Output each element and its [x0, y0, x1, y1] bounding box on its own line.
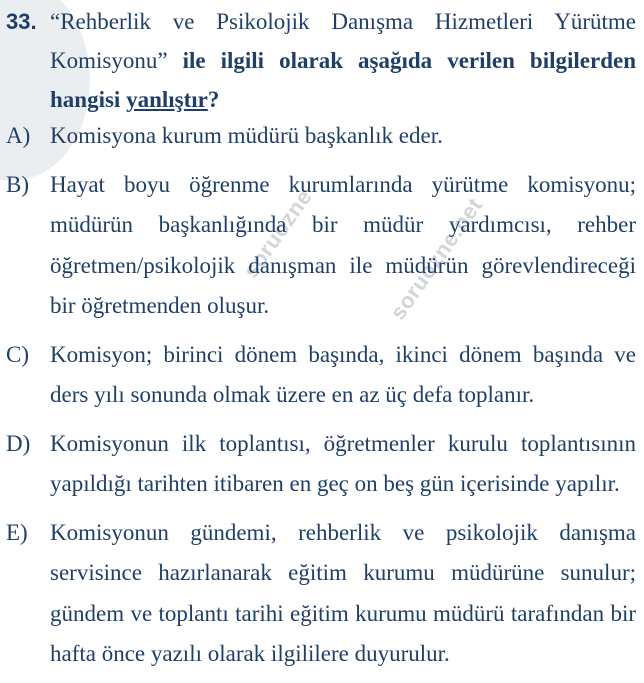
- question-block: [6, 2, 636, 119]
- watermark-text: soruozne.net: [385, 192, 488, 325]
- option-b[interactable]: [6, 165, 636, 327]
- question-stem-end: ?: [207, 87, 220, 112]
- option-text: Komisyonun gündemi, rehberlik ve psikolojik danışma servisince hazırlanarak eğitim kurumu müdürüne sunulur; gündem ve toplantı tarihi eğitim kurumu müdürü tarafından bir hafta önce yazılı olarak ilgililere duyurulur.: [50, 519, 636, 666]
- question-stem-bold: ile ilgili olarak aşağıda verilen bilgilerden hangisi: [50, 48, 636, 112]
- option-letter: C): [6, 341, 29, 367]
- option-text: Komisyon; birinci dönem başında, ikinci dönem başında ve ders yılı sonunda olmak üzere en az üç defa toplanır.: [50, 341, 636, 407]
- option-e[interactable]: [6, 513, 636, 675]
- question-stem: [6, 2, 636, 119]
- options-list: [6, 116, 636, 683]
- option-c[interactable]: [6, 335, 636, 416]
- option-text: Komisyona kurum müdürü başkanlık eder.: [50, 123, 443, 148]
- question-stem-key-word: yanlıştır: [126, 87, 208, 112]
- question-number: 33.: [6, 9, 37, 34]
- option-d[interactable]: [6, 424, 636, 505]
- option-text: Komisyonun ilk toplantısı, öğretmenler kurulu toplantısının yapıldığı tarihten itibaren en geç on beş gün içerisinde yapılır.: [50, 430, 636, 496]
- option-letter: B): [6, 171, 29, 197]
- option-letter: E): [6, 519, 28, 545]
- option-letter: D): [6, 430, 31, 456]
- option-letter: A): [6, 123, 31, 148]
- watermark-text: soruozne: [238, 184, 317, 283]
- question-stem-quoted: “Rehberlik ve Psikolojik Danışma Hizmetleri Yürütme Komisyonu”: [50, 9, 636, 73]
- option-a[interactable]: [6, 116, 636, 157]
- option-text: Hayat boyu öğrenme kurumlarında yürütme komisyonu; müdürün başkanlığında bir müdür yardımcısı, rehber öğretmen/psikolojik danışman ile müdürün görevlendireceği bir öğretmenden oluşur.: [50, 171, 636, 318]
